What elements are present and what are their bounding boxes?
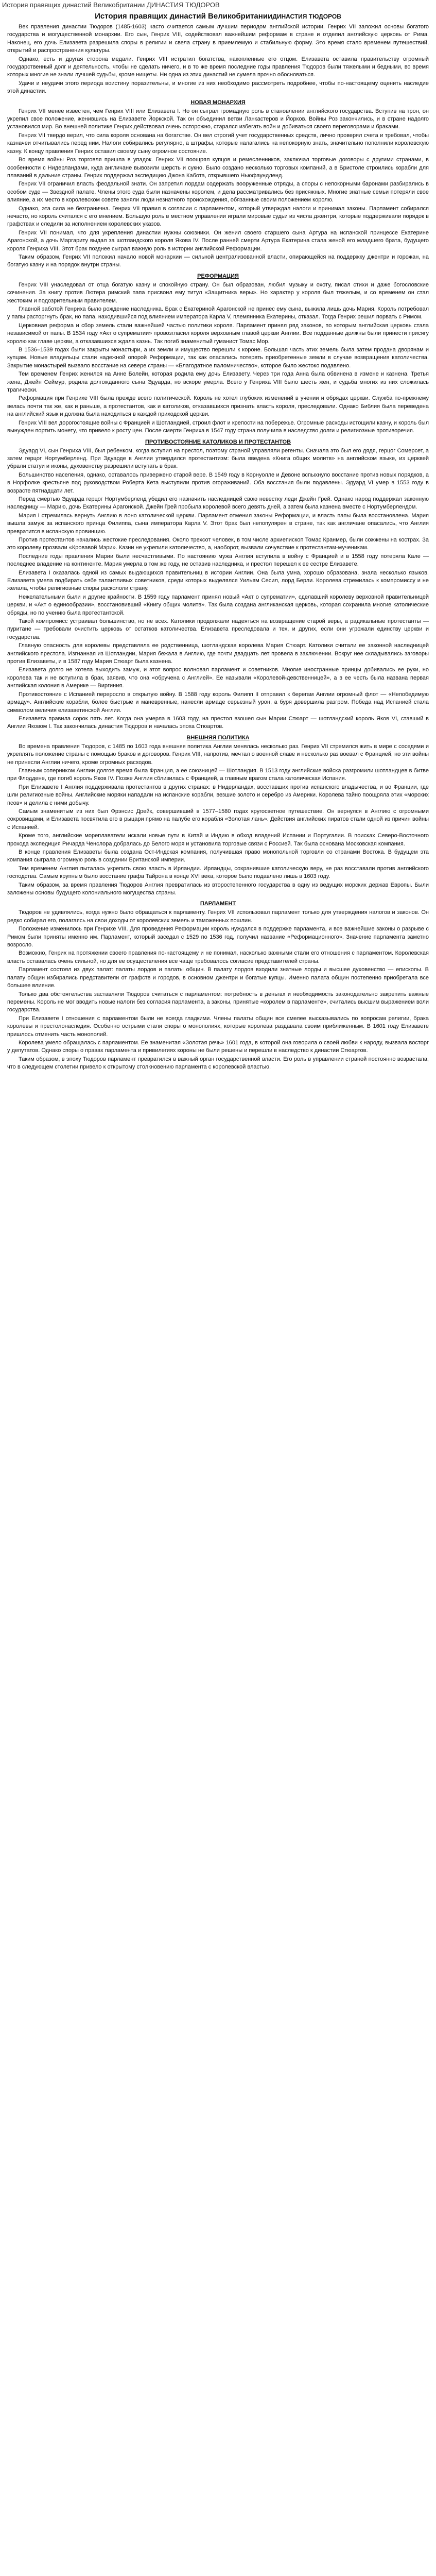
paragraph: Таким образом, за время правления Тюдоров Англия превратилась из второстепенного государства в одну из ведущих морских держав Европы. Были заложены основы будущего колониального могущества страны.: [7, 882, 429, 896]
paragraph: Однако, эта сила не безгранична. Генрих VII правил в согласии с парламентом, который утверждал налоги и принимал законы. Парламент собирался нечасто, но король считался с его мнением. Большую роль в местном управлении играли мировые судьи из числа джентри, которые поддерживали порядок в графствах и следили за исполнением королевских указов.: [7, 205, 429, 228]
paragraph: Генрих VII понимал, что для укрепления династии нужны союзники. Он женил своего старшего сына Артура на испанской принцессе Екатерине Арагонской, а дочь Маргариту выдал за шотландского короля Якова IV. После ранней смерти Артура Екатерина стала женой его младшего брата, будущего короля Генриха VIII. Этот брак позднее сыграл важную роль в истории английской Реформации.: [7, 229, 429, 252]
paragraph: Однако, есть и другая сторона медали. Генрих VIII истратил богатства, накопленные его отцом. Елизавета оставила правительству огромный государственный долг и деятельность, чтобы не сделать ничего, и в то же время последние годы правления Тюдоров были тяжелыми и бедными, во время которых многие не знали лучшей судьбы, кроме нищеты. Ни одна из этих династий не сумела прочно обосноваться.: [7, 56, 429, 78]
paragraph: Елизавета правила сорок пять лет. Когда она умерла в 1603 году, на престол взошел сын Марии Стюарт — шотландский король Яков VI, ставший в Англии Яковом I. Так закончилась династия Тюдоров и началась эпоха Стюартов.: [7, 715, 429, 730]
paragraph: Большинство населения, однако, оставалось привержено старой вере. В 1549 году в Корнуолле и Девоне вспыхнуло восстание против новых порядков, а в Норфолке крестьяне под руководством Роберта Кета выступили против огораживаний. Оба восстания были подавлены. Эдуард VI умер в 1553 году в возрасте пятнадцати лет.: [7, 471, 429, 494]
paragraph: Церковная реформа и сбор земель стали важнейшей частью политики короля. Парламент принял ряд законов, по которым английская церковь стала независимой от папы. В 1534 году «Акт о супрематии» провозгласил короля верховным главой церкви Англии. Все подданные должны были принести присягу королю как главе церкви, а отказавшихся ждала казнь. Так погиб знаменитый гуманист Томас Мор.: [7, 322, 429, 345]
paragraph: Удачи и неудачи этого периода воистину поразительны, и многие из них необходимо рассмотреть подробнее, чтобы по-настоящему оценить наследие этой династии.: [7, 80, 429, 95]
paragraph: Главной заботой Генриха было рождение наследника. Брак с Екатериной Арагонской не принес ему сына, выжила лишь дочь Мария. Король потребовал у папы расторгнуть брак, но папа, находившийся под влиянием императора Карла V, племянника Екатерины, отказал. Тогда Генрих решил порвать с Римом.: [7, 306, 429, 320]
paragraph: В конце правления Елизаветы была создана Ост-Индская компания, получившая право монопольной торговли со странами Востока. В будущем эта компания сыграла огромную роль в создании Британской империи.: [7, 849, 429, 863]
paragraph: Век правления династии Тюдоров (1485-1603) часто считается самым лучшим периодом английской истории. Генрих VII заложил основы богатого государства и могущественной монархии. Его сын, Генрих VIII, содействовал важнейшим реформам в стране и отделил английскую церковь от Рима. Наконец, его дочь Елизавета разрешила споры в религии и свела страну в приемлемую и стабильную форму. Это время стало временем путешествий, открытий и распространения культуры.: [7, 24, 429, 54]
section-heading: РЕФОРМАЦИЯ: [197, 273, 239, 279]
document: [0, 9, 436, 1079]
section-heading: НОВАЯ МОНАРХИЯ: [190, 99, 246, 106]
paragraph: Во время войны Роз торговля пришла в упадок. Генрих VII поощрял купцов и ремесленников, заключал торговые договоры с другими странами, в особенности с Нидерландами, куда англичане вывозили шерсть и сукно. Было создано несколько торговых компаний, а в Бристоле строились корабли для плаваний в дальние страны. Генрих поддержал экспедицию Джона Кабота, открывшего Ньюфаундленд.: [7, 157, 429, 179]
title-tail: ДИНАСТИЯ ТЮДОРОВ: [272, 13, 341, 20]
paragraph: Положение изменилось при Генрихе VIII. Для проведения Реформации король нуждался в поддержке парламента, и все важнейшие законы о разрыве с Римом были приняты именно им. Парламент, который заседал с 1529 по 1536 год, получил название «Реформационного». Значение парламента заметно возросло.: [7, 926, 429, 948]
paragraph: Королева умело обращалась с парламентом. Ее знаменитая «Золотая речь» 1601 года, в которой она говорила о своей любви к народу, вызвала восторг у депутатов. Однако споры о правах парламента и привилегиях короны не были решены и перешли в наследство к династии Стюартов.: [7, 1039, 429, 1054]
paragraph: Мария I стремилась вернуть Англию в лоно католической церкви. Парламент отменил законы Реформации, и власть папы была восстановлена. Мария вышла замуж за испанского принца Филиппа, сына императора Карла V. Этот брак был непопулярен в стране, так как англичане опасались, что Англия превратится в испанскую провинцию.: [7, 512, 429, 535]
paragraph: При Елизавете I Англия поддерживала протестантов в других странах: в Нидерландах, восставших против испанского владычества, и во Франции, где шли религиозные войны. Английские моряки нападали на испанские корабли, везшие золото и серебро из Америки. Королева тайно поощряла этих «морских псов» и делила с ними добычу.: [7, 784, 429, 806]
paragraph: Елизавета долго не хотела выходить замуж, и этот вопрос волновал парламент и советников. Многие иностранные принцы добивались ее руки, но королева так и не вступила в брак, заявив, что она «обручена с Англией». Ее называли «Королевой-девственницей», а в ее честь была названа первая английская колония в Америке — Виргиния.: [7, 667, 429, 689]
paragraph: Генрих VII менее известен, чем Генрих VIII или Елизавета I. Но он сыграл громадную роль в становлении английского государства. Вступив на трон, он укрепил свое положение, женившись на Елизавете Йоркской. Так он объединил ветви Ланкастеров и Йорков. Войны Роз закончились, и в стране надолго установился мир. Во внешней политике Генрих действовал очень осторожно, старался избегать войн и добиваться своего переговорами и браками.: [7, 108, 429, 130]
paragraph: Последние годы правления Марии были несчастливыми. По настоянию мужа Англия вступила в войну с Францией и в 1558 году потеряла Кале — последнее владение на континенте. Мария умерла в том же году, не оставив наследника, и престол перешел к ее сестре Елизавете.: [7, 553, 429, 568]
paragraph: Тюдоров не удивлялись, когда нужно было обращаться к парламенту. Генрих VII использовал парламент только для утверждения налогов и законов. Он редко собирал его, полагаясь на свои доходы от королевских земель и таможенных пошлин.: [7, 909, 429, 924]
paragraph: Кроме того, английские мореплаватели искали новые пути в Китай и Индию в обход владений Испании и Португалии. В поисках Северо-Восточного прохода экспедиция Ричарда Ченслора добралась до Белого моря и установила торговые связи с Россией. Так была основана Московская компания.: [7, 833, 429, 847]
sections: [7, 23, 429, 1072]
paragraph: Тем временем Англия пыталась укрепить свою власть в Ирландии. Ирландцы, сохранившие католическую веру, не раз восставали против английского господства. Самым крупным было восстание графа Тайрона в конце XVI века, которое было подавлено лишь в 1603 году.: [7, 865, 429, 880]
section-heading: ВНЕШНЯЯ ПОЛИТИКА: [186, 734, 250, 741]
paragraph: Таким образом, в эпоху Тюдоров парламент превратился в важный орган государственной власти. Его роль в управлении страной постоянно возрастала, что в следующем столетии привело к открытому столкновению парламента с королевской властью.: [7, 1056, 429, 1071]
paragraph: Генрих VIII унаследовал от отца богатую казну и спокойную страну. Он был образован, любил музыку и охоту, писал стихи и даже богословские сочинения. За книгу против Лютера римский папа присвоил ему титул «Защитника веры». Но характер у короля был тяжелым, и со временем он стал жестоким и подозрительным правителем.: [7, 281, 429, 304]
paragraph: Самым знаменитым из них был Фрэнсис Дрейк, совершивший в 1577–1580 годах кругосветное путешествие. Он вернулся в Англию с огромными сокровищами, и Елизавета посвятила его в рыцари прямо на палубе его корабля «Золотая лань». Действия английских пиратов стали одной из причин войны с Испанией.: [7, 808, 429, 831]
paragraph: Перед смертью Эдуарда герцог Нортумберленд убедил его назначить наследницей свою невестку леди Джейн Грей. Однако народ поддержал законную наследницу — Марию, дочь Екатерины Арагонской. Джейн Грей пробыла королевой всего девять дней, а затем была казнена вместе с Нортумберлендом.: [7, 496, 429, 511]
paragraph: Противостояние с Испанией переросло в открытую войну. В 1588 году король Филипп II отправил к берегам Англии огромный флот — «Непобедимую армаду». Английские корабли, более быстрые и маневренные, нанесли армаде серьезный урон, а буря довершила разгром. Победа над Испанией стала символом величия елизаветинской Англии.: [7, 691, 429, 714]
paragraph: В 1536–1539 годах были закрыты монастыри, а их земли и имущество перешли к короне. Большая часть этих земель была затем продана дворянам и купцам. Новые владельцы стали надежной опорой Реформации, так как опасались потерять приобретенные земли в случае возвращения католичества. Закрытие монастырей вызвало восстание на севере страны — «Благодатное паломничество», которое было жестоко подавлено.: [7, 347, 429, 369]
paragraph: Главную опасность для королевы представляла ее родственница, шотландская королева Мария Стюарт. Католики считали ее законной наследницей английского престола. Изгнанная из Шотландии, Мария бежала в Англию, где почти двадцать лет провела в заключении. Вокруг нее складывались заговоры против Елизаветы, и в 1587 году Мария Стюарт была казнена.: [7, 642, 429, 665]
paragraph: Нежелательными были и другие крайности. В 1559 году парламент принял новый «Акт о супрематии», сделавший королеву верховной правительницей церкви, и «Акт о единообразии», восстановивший «Книгу общих молитв». Так была создана англиканская церковь, которая сохранила многие католические обряды, но по учению была протестантской.: [7, 594, 429, 616]
paragraph: Парламент состоял из двух палат: палаты лордов и палаты общин. В палату лордов входили знатные лорды и высшее духовенство — епископы. В палату общин избирались представители от графств и городов, в основном джентри и богатые купцы. Именно палата общин постепенно приобретала все большее влияние.: [7, 967, 429, 989]
paragraph: Елизавета I оказалась одной из самых выдающихся правительниц в истории Англии. Она была умна, хорошо образована, знала несколько языков. Елизавета умела подбирать себе талантливых советников, среди которых выделялся Уильям Сесил, лорд Берли. Королева стремилась к компромиссу и не желала, чтобы религиозные споры раскололи страну.: [7, 569, 429, 592]
paragraph: Только два обстоятельства заставляли Тюдоров считаться с парламентом: потребность в деньгах и необходимость законодательно закрепить важные перемены. Король не мог вводить новые налоги без согласия парламента, а законы, принятые «королем в парламенте», считались высшим выражением воли государства.: [7, 991, 429, 1013]
paragraph: Генрих VIII вел дорогостоящие войны с Францией и Шотландией, строил флот и крепости на побережье. Огромные расходы истощили казну, и король был вынужден портить монету, что привело к росту цен. После смерти Генриха в 1547 году страна получила в наследство долги и религиозные противоречия.: [7, 419, 429, 434]
paragraph: Генрих VII твердо верил, что сила короля основана на богатстве. Он вел строгий учет государственных средств, лично проверял счета и требовал, чтобы казначеи отчитывались перед ним. Налоги собирались регулярно, а штрафы, которые налагались на непокорную знать, значительно пополнили королевскую казну. К концу правления Генрих оставил своему сыну огромное состояние.: [7, 132, 429, 155]
paragraph: Генрих VII ограничил власть феодальной знати. Он запретил лордам содержать вооруженные отряды, а споры с непокорными баронами разбирались в особом суде — Звездной палате. Члены этого суда были назначены королем, и дела рассматривались без присяжных. Многие знатные семьи потеряли свое влияние, а их место в королевском совете заняли люди незнатного происхождения, обязанные своим положением королю.: [7, 181, 429, 204]
section-heading: ПАРЛАМЕНТ: [200, 901, 236, 907]
paragraph: Реформация при Генрихе VIII была прежде всего политической. Король не хотел глубоких изменений в учении и обрядах церкви. Служба по-прежнему велась почти так же, как и раньше, а протестантов, как и католиков, отказавшихся признать власть короля, преследовали. Однако Библия была переведена на английский язык и должна была находиться в каждой приходской церкви.: [7, 395, 429, 418]
paragraph: Тем временем Генрих женился на Анне Болейн, которая родила ему дочь Елизавету. Через три года Анна была обвинена в измене и казнена. Третья жена, Джейн Сеймур, родила долгожданного сына Эдуарда, но вскоре умерла. Всего у Генриха VIII было шесть жен, и судьба многих из них сложилась трагически.: [7, 371, 429, 394]
section-heading: ПРОТИВОСТОЯНИЕ КАТОЛИКОВ И ПРОТЕСТАНТОВ: [145, 438, 291, 445]
window-title: История правящих династий Великобритании ДИНАСТИЯ ТЮДОРОВ: [2, 1, 220, 9]
paragraph: Главным соперником Англии долгое время была Франция, а ее союзницей — Шотландия. В 1513 году английские войска разгромили шотландцев в битве при Флоддене, где погиб король Яков IV. Позже Англия сблизилась с Францией, а главным врагом стала католическая Испания.: [7, 767, 429, 782]
document-title: [7, 12, 429, 21]
paragraph: Эдуард VI, сын Генриха VIII, был ребенком, когда вступил на престол, поэтому страной управляли регенты. Сначала это был его дядя, герцог Сомерсет, а затем герцог Нортумберленд. При Эдуарде в Англии утвердился протестантизм: была введена «Книга общих молитв» на английском языке, из церквей убрали статуи и иконы, духовенству разрешили вступать в брак.: [7, 447, 429, 470]
paragraph: Возможно, Генрих на протяжении своего правления по-настоящему и не понимал, насколько важными стали его отношения с парламентом. Королевская власть оставалась очень сильной, но для ее осуществления все чаще требовалось согласие представителей страны.: [7, 950, 429, 964]
paragraph: Во времена правления Тюдоров, с 1485 по 1603 года внешняя политика Англии менялась несколько раз. Генрих VII стремился жить в мире с соседями и укреплять положение страны с помощью браков и договоров. Генрих VIII, напротив, мечтал о военной славе и несколько раз воевал с Францией, но эти войны не принесли Англии ничего, кроме огромных расходов.: [7, 743, 429, 766]
paragraph: Такой компромисс устраивал большинство, но не всех. Католики продолжали надеяться на возвращение старой веры, а радикальные протестанты — пуритане — требовали очистить церковь от остатков католичества. Елизавета преследовала и тех, и других, если они угрожали единству церкви и государства.: [7, 618, 429, 640]
paragraph: При Елизавете I отношения с парламентом были не всегда гладкими. Члены палаты общин все смелее высказывались по вопросам религии, брака королевы и престолонаследия. Особенно острыми стали споры о монополиях, которые королева раздавала своим приближенным. В 1601 году Елизавете пришлось отменить часть монополий.: [7, 1015, 429, 1038]
paragraph: Таким образом, Генрих VII положил начало новой монархии — сильной централизованной власти, опирающейся на поддержку джентри и горожан, на богатую казну и на порядок внутри страны.: [7, 253, 429, 268]
paragraph: Против протестантов начались жестокие преследования. Около трехсот человек, в том числе архиепископ Томас Кранмер, были сожжены на кострах. За это королеву прозвали «Кровавой Мэри». Казни не укрепили католичество, а, наоборот, вызвали сочувствие к протестантам-мученикам.: [7, 536, 429, 551]
title-main: История правящих династий Великобритании: [95, 12, 273, 21]
